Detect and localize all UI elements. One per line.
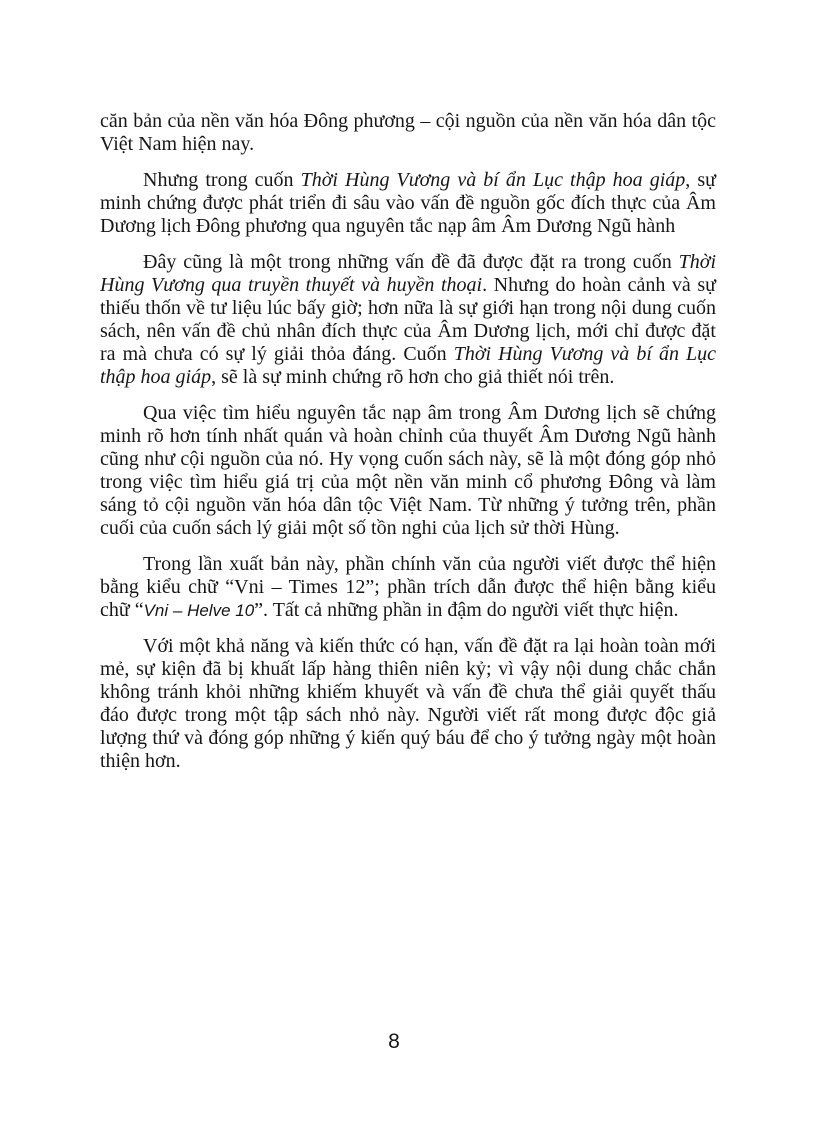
book-title: Thời Hùng Vương và bí ẩn Lục thập hoa giáp (300, 169, 686, 191)
paragraph-6 (100, 635, 716, 773)
paragraph-4 (100, 402, 716, 540)
document-body (100, 110, 716, 786)
paragraph-1 (100, 110, 716, 156)
paragraph-2 (100, 169, 716, 238)
page-number: 8 (388, 1030, 400, 1053)
text-run: Trong lần xuất bản này, phần chính văn của người viết được thể hiện bằng kiểu chữ “Vni – Times 12”; phần trích dẫn được thể hiện bằng kiểu chữ “ (100, 553, 716, 621)
text-run: Với một khả năng và kiến thức có hạn, vấn đề đặt ra lại hoàn toàn mới mẻ, sự kiện đã bị khuất lấp hàng thiên niên kỷ; vì vậy nội dung chắc chắn không tránh khỏi những khiếm khuyết và vấn đề chưa thể giải quyết thấu đáo được trong một tập sách nhỏ này. Người viết rất mong được độc giả lượng thứ và đóng góp những ý kiến quý báu để cho ý tưởng ngày một hoàn thiện hơn. (100, 635, 716, 772)
paragraph-5 (100, 553, 716, 622)
text-run: Qua việc tìm hiểu nguyên tắc nạp âm trong Âm Dương lịch sẽ chứng minh rõ hơn tính nhất quán và hoàn chỉnh của thuyết Âm Dương Ngũ hành cũng như cội nguồn của nó. Hy vọng cuốn sách này, sẽ là một đóng góp nhỏ trong việc tìm hiểu giá trị của một nền văn minh cổ phương Đông và làm sáng tỏ cội nguồn văn hóa dân tộc Việt Nam. Từ những ý tưởng trên, phần cuối của cuốn sách lý giải một số tồn nghi của lịch sử thời Hùng. (100, 402, 716, 539)
text-run: Đây cũng là một trong những vấn đề đã được đặt ra trong cuốn (143, 251, 679, 273)
book-title: Thời Hùng Vương và bí ẩn Lục thập hoa giáp (100, 343, 716, 388)
text-run: Nhưng trong cuốn (143, 169, 301, 191)
font-name-sample: Vni – Helve 10 (143, 601, 255, 620)
text-run: ”. Tất cả những phần in đậm do người viết thực hiện. (254, 599, 679, 621)
text-run: , sự minh chứng được phát triển đi sâu vào vấn đề nguồn gốc đích thực của Âm Dương lịch Đông phương qua nguyên tắc nạp âm Âm Dương Ngũ hành (100, 169, 716, 237)
text-run: . Nhưng do hoàn cảnh và sự thiếu thốn về tư liệu lúc bấy giờ; hơn nữa là sự giới hạn trong nội dung cuốn sách, nên vấn đề chủ nhân đích thực của Âm Dương lịch, mới chỉ được đặt ra mà chưa có sự lý giải thỏa đáng. Cuốn (100, 274, 716, 365)
paragraph-3 (100, 251, 716, 389)
book-title: Thời Hùng Vương qua truyền thuyết và huyền thoại (100, 251, 716, 296)
text-run: căn bản của nền văn hóa Đông phương – cội nguồn của nền văn hóa dân tộc Việt Nam hiện nay. (100, 110, 716, 155)
text-run: , sẽ là sự minh chứng rõ hơn cho giả thiết nói trên. (211, 366, 615, 388)
